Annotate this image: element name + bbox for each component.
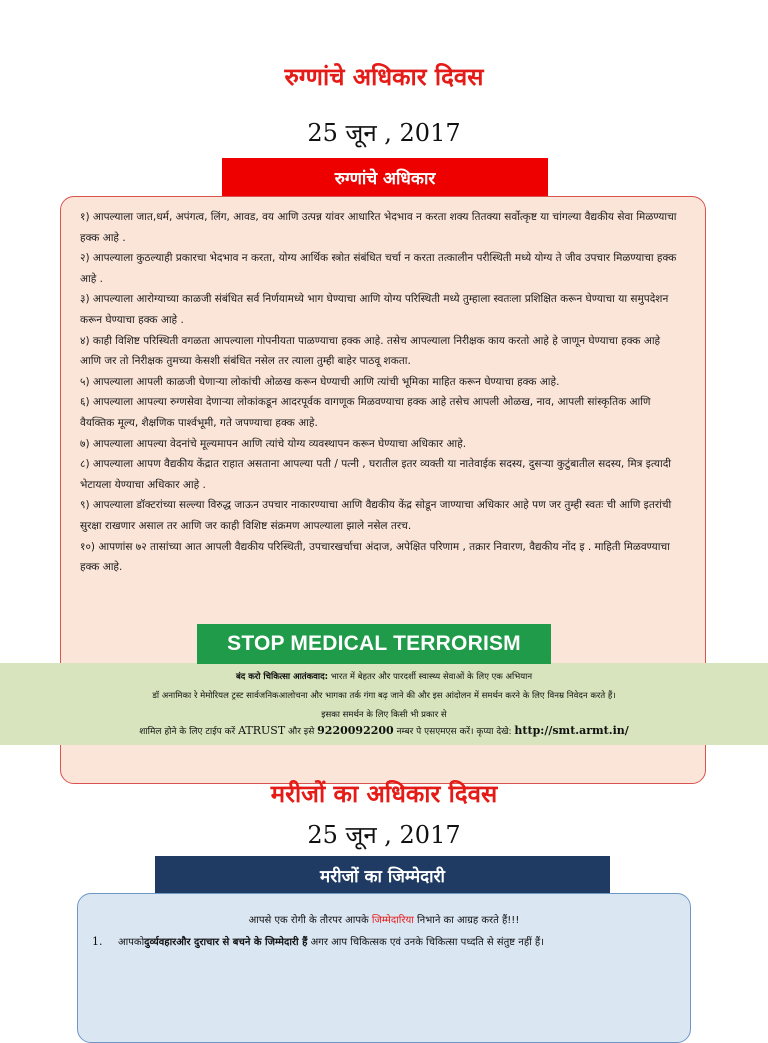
item-number: 1.	[92, 935, 103, 948]
right-item-8: ८) आपल्याला आपण वैद्यकीय केंद्रात राहात असताना आपल्या पती / पत्नी , घरातील इतर व्यक्ती या नातेवाईक सदस्य, दुसऱ्या कुटुंबातील सदस्य, मित्र इत्यादी भेटायला येण्याचा अधिकार आहे .	[80, 458, 672, 491]
intro-text-b: निभाने का आग्रह करते हैं!!!	[413, 915, 520, 926]
stop-medical-terrorism-button[interactable]: STOP MEDICAL TERRORISM	[197, 624, 551, 664]
responsibility-item-1	[92, 934, 682, 948]
right-item-7: ७) आपल्याला आपल्या वेदनांचे मूल्यमापन आणि त्यांचे योग्य व्यवस्थापन करून घेण्याचा अधिकार आहे.	[80, 437, 467, 450]
campaign-subtitle: भारत में बेहतर और पारदर्शी स्वास्थ्य सेवाओं के लिए एक अभियान	[328, 672, 533, 682]
campaign-line-4	[0, 724, 768, 737]
intro-text-a: आपसे एक रोगी के तौरपर आपके	[248, 915, 372, 926]
intro-highlight: जिम्मेदारिया	[371, 915, 414, 926]
campaign-line-3: इसका समर्थन के लिए किसी भी प्रकार से	[321, 710, 447, 720]
sms-suffix: नम्बर पे एसएमएस करें। कृप्या देखे:	[393, 727, 515, 737]
right-item-4: ४) काही विशिष्ट परिस्थिती वगळता आपल्याला गोपनीयता पाळण्याचा हक्क आहे. तसेच आपल्याला निरीक्षक काय करतो आहे हे जाणून घेण्याचा हक्क आहे आणि जर तो निरीक्षक तुमच्या केसशी संबंधित नसेल तर त्याला तुम्ही बाहेर पाठवू शकता.	[80, 334, 661, 368]
responsibility-intro	[77, 912, 691, 926]
right-item-1: १) आपल्याला जात,धर्म, अपंगत्व, लिंग, आवड, वय आणि उत्पन्न यांवर आधारित भेदभाव न करता शक्य तितक्या सर्वोत्कृष्ट या चांगल्या वैद्यकीय सेवा मिळण्याचा हक्क आहे .	[80, 211, 677, 244]
right-item-10: १०) आपणांस ७२ तासांच्या आत आपली वैद्यकीय परिस्थिती, उपचारखर्चाचा अंदाज, अपेक्षित परिणाम , तक्रार निवारण, वैद्यकीय नोंद इ . माहिती मिळवण्याचा हक्क आहे.	[80, 540, 670, 574]
rights-list	[80, 207, 684, 578]
campaign-line-1	[0, 671, 768, 682]
item-text-b: अगर आप चिकित्सक एवं उनके चिकित्सा पध्दति से संतुष्ट नहीं हैं।	[307, 937, 545, 948]
campaign-heading: बंद करो चिकित्सा आतंकवाद:	[235, 672, 328, 682]
campaign-link[interactable]: http://smt.armt.in/	[514, 724, 629, 737]
sms-joiner: और इसे	[285, 727, 318, 737]
right-item-5: ५) आपल्याला आपली काळजी घेणाऱ्या लोकांची ओळख करून घेण्याची आणि त्यांची भूमिका माहित करून घेण्याचा हक्क आहे.	[80, 375, 560, 388]
right-item-2: २) आपल्याला कुठल्याही प्रकारचा भेदभाव न करता, योग्य आर्थिक स्त्रोत संबंधित चर्चा न करता तत्कालीन परीस्थिती मध्ये योग्य ते जीव उपचार मिळण्याचा हक्क आहे .	[80, 252, 677, 285]
page-title-hindi: मरीजों का अधिकार दिवस	[270, 780, 498, 808]
page-title-marathi: रुग्णांचे अधिकार दिवस	[284, 63, 484, 91]
campaign-line-2: डॉ अनामिका रे मेमोरियल ट्रस्ट सार्वजनिकआलोचना और भागका तर्क गंगा बढ़ जाने की और इस आंदोलन में समर्थन करने के लिए विनम्र निवेदन करते हैं।	[152, 691, 616, 701]
sms-instruction: शामिल होने के लिए टाईप करें	[139, 727, 239, 737]
right-item-9: ९) आपल्याला डॉक्टरांच्या सल्ल्या विरुद्ध जाऊन उपचार नाकारण्याचा आणि वैद्यकीय केंद्र सोडून जाण्याचा अधिकार आहे पण जर तुम्ही स्वतः ची आणि इतरांची सुरक्षा राखणार असाल तर आणि जर काही विशिष्ट संक्रमण आपल्याला झाले नसेल तरच.	[80, 499, 672, 532]
right-item-6: ६) आपल्याला आपल्या रुग्णसेवा देणाऱ्या लोकांकडून आदरपूर्वक वागणूक मिळवण्याचा हक्क आहे तसेच आपली ओळख, नाव, आपली सांस्कृतिक आणि वैयक्तिक मूल्य, शैक्षणिक पार्श्वभूमी, गते जपण्याचा हक्क आहे.	[80, 396, 651, 429]
item-text-a: आपको	[118, 937, 145, 948]
date-hindi: 25 जून , 2017	[307, 821, 461, 849]
item-text-bold: दुर्व्यवहारऔर दुराचार से बचने के जिम्मेदारी हैं	[144, 937, 308, 948]
sms-phone-number: 9220092200	[317, 724, 394, 737]
date-marathi: 25 जून , 2017	[307, 119, 461, 147]
sms-code: ATRUST	[238, 724, 286, 737]
rights-banner: रुग्णांचे अधिकार	[222, 158, 548, 196]
right-item-3: ३) आपल्याला आरोग्याच्या काळजी संबंधित सर्व निर्णयामध्ये भाग घेण्याचा आणि योग्य परिस्थिती मध्ये तुम्हाला स्वतःला प्रशिक्षित करून घेण्याचा या समुपदेशन करून घेण्याचा हक्क आहे .	[80, 293, 669, 326]
responsibility-banner: मरीजों का जिम्मेदारी	[155, 856, 610, 894]
